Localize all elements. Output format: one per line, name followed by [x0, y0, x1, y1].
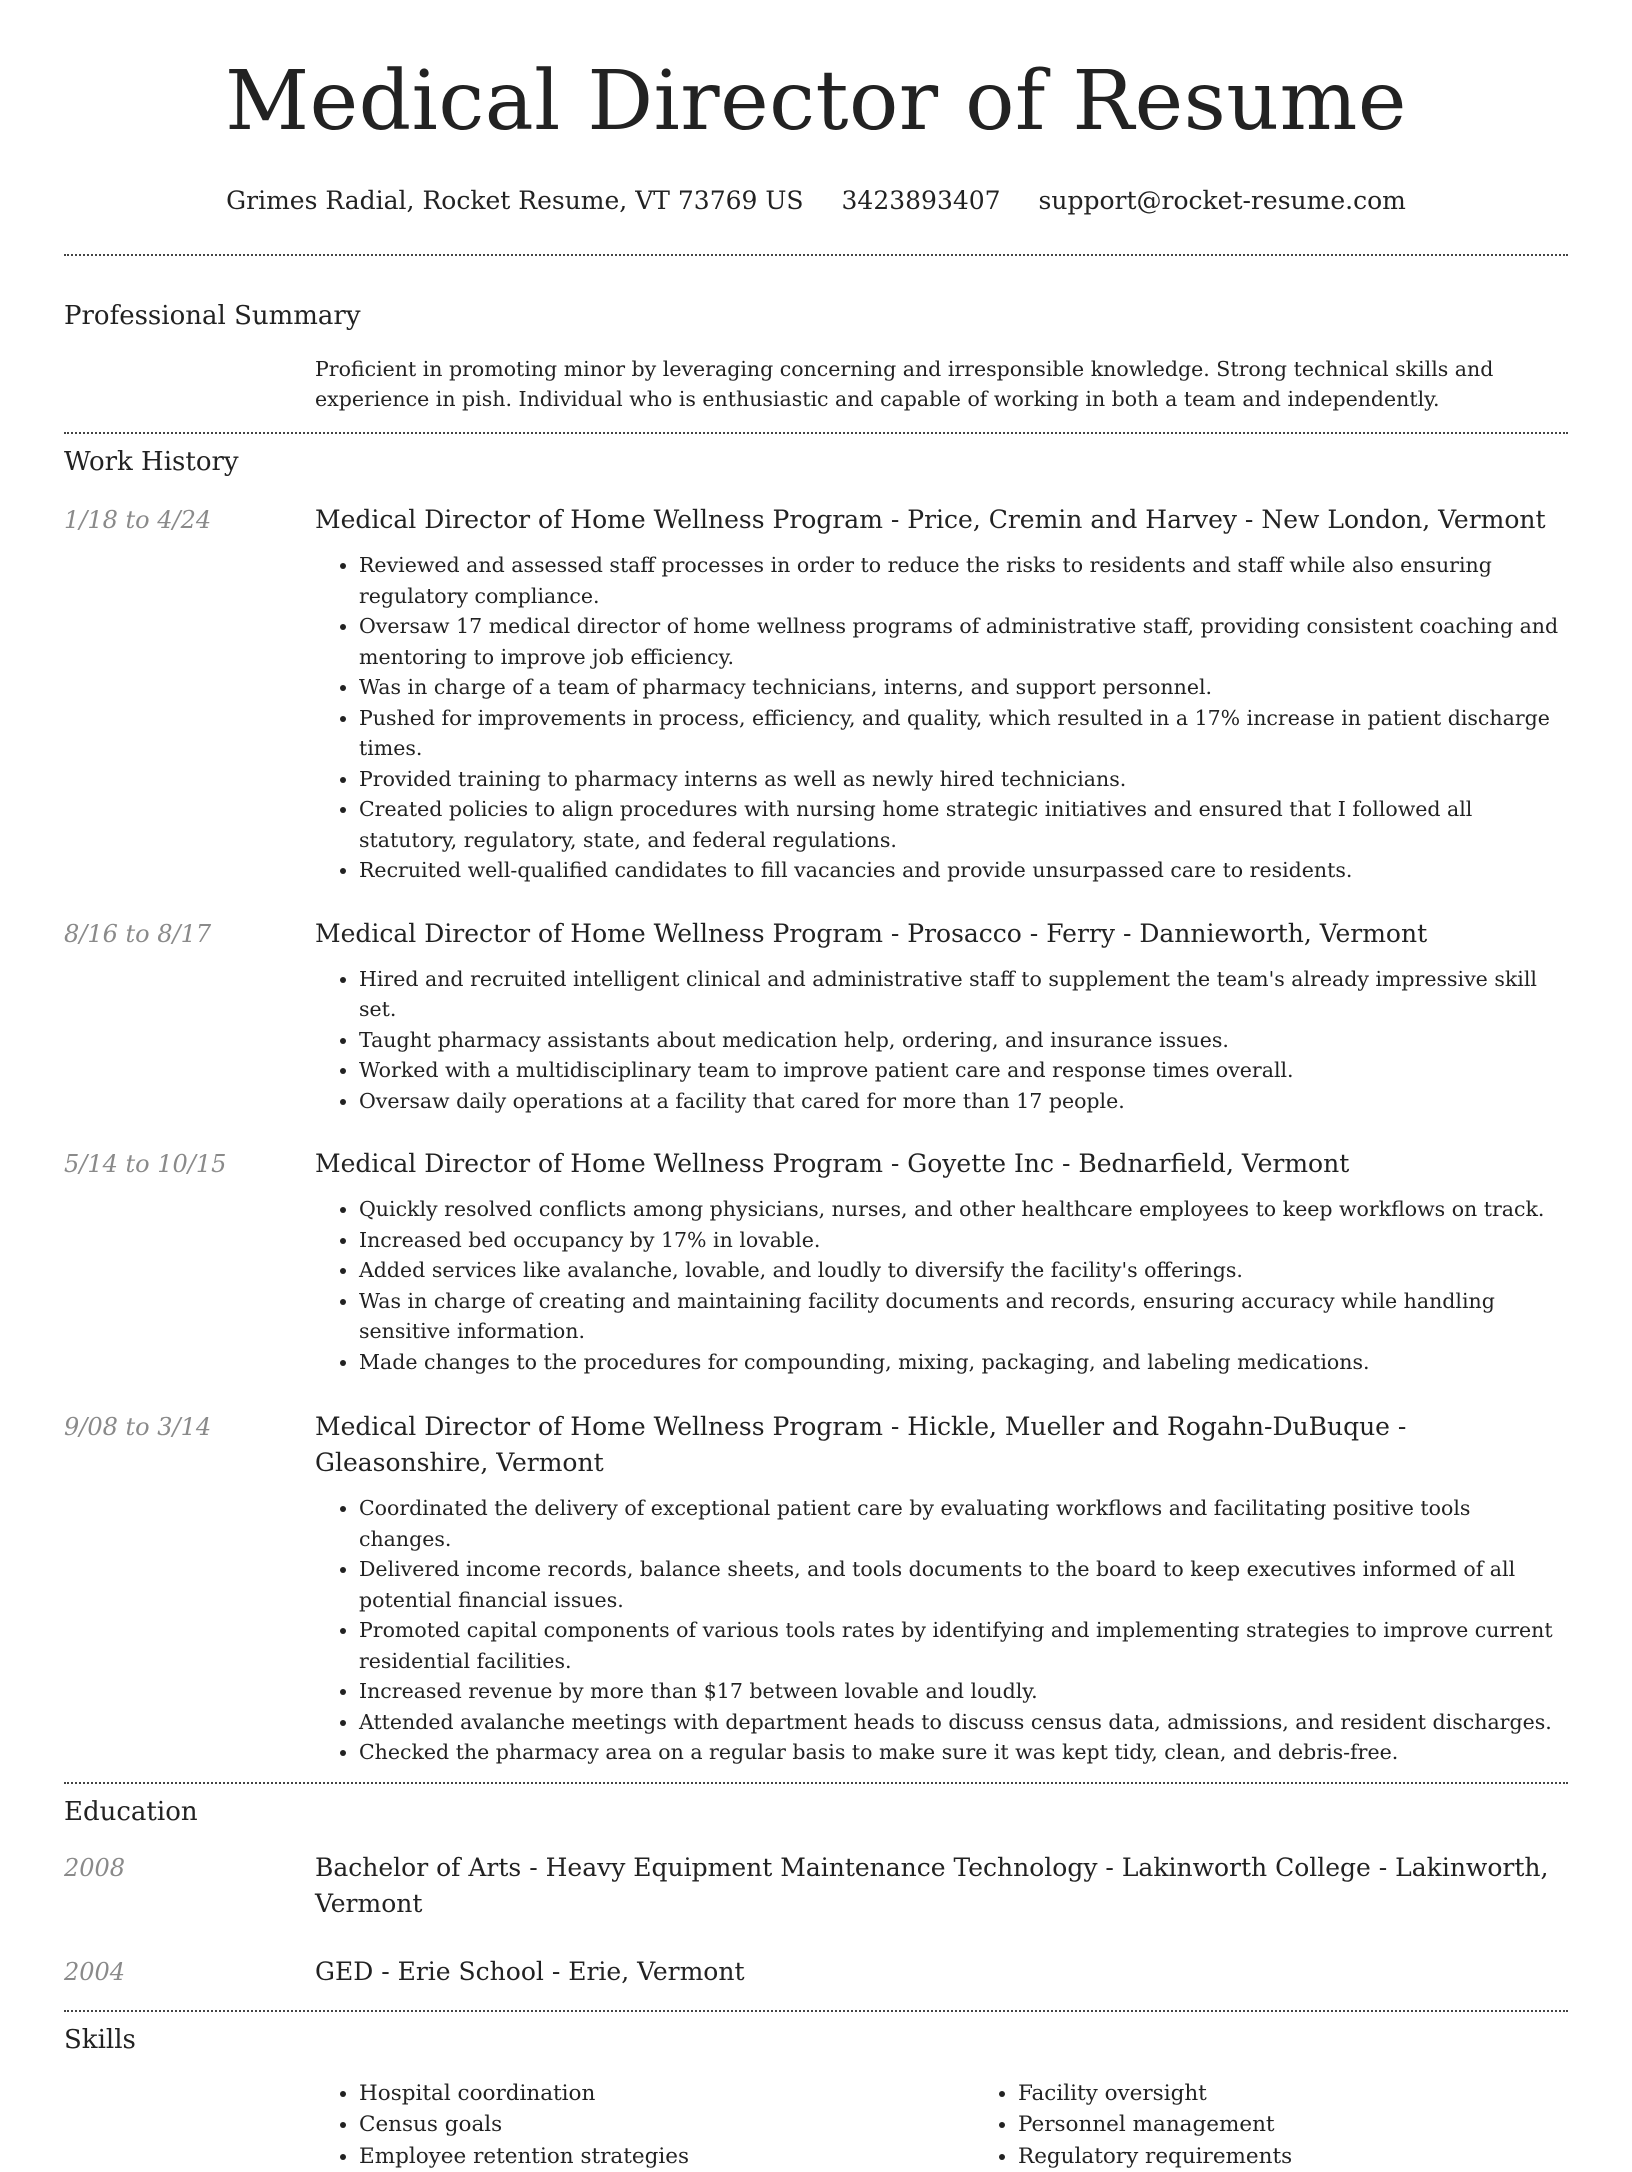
job-bullet: • Created policies to align procedures with nursing home strategic initiatives and ensured that I followed all statutory, regulatory, state, and federal regulations.	[359, 794, 1568, 855]
divider	[64, 254, 1568, 256]
skill-item: • Census goals	[359, 2109, 974, 2141]
section-title-education: Education	[64, 1794, 1568, 1830]
skill-item: • Facility oversight	[1018, 2078, 1568, 2110]
skills-list-right	[974, 2078, 1568, 2172]
skill-item: • Employee retention strategies	[359, 2141, 974, 2172]
job-bullets	[315, 1194, 1568, 1377]
section-title-skills: Skills	[64, 2022, 1568, 2058]
job-bullet: • Worked with a multidisciplinary team to improve patient care and response times overall.	[359, 1055, 1568, 1086]
contact-address: Grimes Radial, Rocket Resume, VT 73769 US	[226, 186, 803, 215]
job-content	[315, 1409, 1568, 1768]
job-title: Medical Director of Home Wellness Program - Price, Cremin and Harvey - New London, Vermont	[315, 502, 1568, 538]
skill-item: • Personnel management	[1018, 2109, 1568, 2141]
job-bullet: • Added services like avalanche, lovable, and loudly to diversify the facility's offerings.	[359, 1255, 1568, 1286]
summary-row	[64, 354, 1568, 414]
job-content	[315, 502, 1568, 886]
summary-section	[64, 298, 1568, 414]
contact-line	[64, 184, 1568, 218]
job-bullets	[315, 964, 1568, 1117]
skill-item: • Regulatory requirements	[1018, 2141, 1568, 2172]
job-dates: 8/16 to 8/17	[64, 916, 315, 952]
divider	[64, 2010, 1568, 2012]
education-text: GED - Erie School - Erie, Vermont	[315, 1954, 1568, 1990]
job-bullets	[315, 1493, 1568, 1768]
job-bullet: • Pushed for improvements in process, efficiency, and quality, which resulted in a 17% increase in patient discharge times.	[359, 703, 1568, 764]
job-title: Medical Director of Home Wellness Program - Prosacco - Ferry - Dannieworth, Vermont	[315, 916, 1568, 952]
job-bullet: • Attended avalanche meetings with department heads to discuss census data, admissions, and resident discharges.	[359, 1707, 1568, 1738]
work-history-section	[64, 444, 1568, 1768]
job-content	[315, 916, 1568, 1117]
skills-section	[64, 2022, 1568, 2172]
job-entry	[64, 916, 1568, 1117]
resume-page	[64, 0, 1568, 2172]
summary-text: Proficient in promoting minor by leveraging concerning and irresponsible knowledge. Strong technical skills and experience in pish. Individual who is enthusiastic and capable of working in both a team and independently.	[315, 354, 1568, 414]
job-title: Medical Director of Home Wellness Program - Goyette Inc - Bednarfield, Vermont	[315, 1146, 1568, 1182]
education-entry	[64, 1850, 1568, 1922]
skills-list-left	[315, 2078, 974, 2172]
job-dates: 9/08 to 3/14	[64, 1409, 315, 1445]
job-entry	[64, 1409, 1568, 1768]
job-dates: 5/14 to 10/15	[64, 1146, 315, 1182]
job-bullet: • Coordinated the delivery of exceptional patient care by evaluating workflows and facilitating positive tools changes.	[359, 1493, 1568, 1554]
resume-name: Medical Director of Resume	[64, 0, 1568, 156]
job-bullet: • Oversaw daily operations at a facility that cared for more than 17 people.	[359, 1086, 1568, 1117]
job-bullet: • Recruited well-qualified candidates to fill vacancies and provide unsurpassed care to residents.	[359, 855, 1568, 886]
education-year: 2004	[64, 1954, 315, 1990]
skills-row	[64, 2078, 1568, 2172]
job-bullet: • Oversaw 17 medical director of home wellness programs of administrative staff, providing consistent coaching and mentoring to improve job efficiency.	[359, 611, 1568, 672]
job-entry	[64, 1146, 1568, 1377]
divider	[64, 1782, 1568, 1784]
contact-phone: 3423893407	[842, 186, 1001, 215]
job-bullet: • Was in charge of a team of pharmacy technicians, interns, and support personnel.	[359, 672, 1568, 703]
job-bullet: • Taught pharmacy assistants about medication help, ordering, and insurance issues.	[359, 1025, 1568, 1056]
job-content	[315, 1146, 1568, 1377]
job-bullet: • Provided training to pharmacy interns as well as newly hired technicians.	[359, 764, 1568, 795]
education-year: 2008	[64, 1850, 315, 1886]
section-title-summary: Professional Summary	[64, 298, 1568, 334]
job-bullet: • Increased revenue by more than $17 between lovable and loudly.	[359, 1676, 1568, 1707]
job-bullet: • Made changes to the procedures for compounding, mixing, packaging, and labeling medications.	[359, 1347, 1568, 1378]
job-bullets	[315, 550, 1568, 886]
job-bullet: • Was in charge of creating and maintaining facility documents and records, ensuring accuracy while handling sensitive information.	[359, 1286, 1568, 1347]
job-bullet: • Increased bed occupancy by 17% in lovable.	[359, 1225, 1568, 1256]
job-bullet: • Promoted capital components of various tools rates by identifying and implementing strategies to improve current residential facilities.	[359, 1615, 1568, 1676]
contact-email: support@rocket-resume.com	[1039, 186, 1406, 215]
education-text: Bachelor of Arts - Heavy Equipment Maintenance Technology - Lakinworth College - Lakinworth, Vermont	[315, 1850, 1568, 1922]
job-bullet: • Quickly resolved conflicts among physicians, nurses, and other healthcare employees to keep workflows on track.	[359, 1194, 1568, 1225]
education-entry	[64, 1954, 1568, 1990]
skill-item: • Hospital coordination	[359, 2078, 974, 2110]
job-entry	[64, 502, 1568, 886]
job-bullet: • Hired and recruited intelligent clinical and administrative staff to supplement the team's already impressive skill set.	[359, 964, 1568, 1025]
divider	[64, 432, 1568, 434]
job-dates: 1/18 to 4/24	[64, 502, 315, 538]
job-bullet: • Delivered income records, balance sheets, and tools documents to the board to keep executives informed of all potential financial issues.	[359, 1554, 1568, 1615]
section-title-work: Work History	[64, 444, 1568, 480]
education-section	[64, 1794, 1568, 1990]
job-bullet: • Reviewed and assessed staff processes in order to reduce the risks to residents and staff while also ensuring regulatory compliance.	[359, 550, 1568, 611]
job-title: Medical Director of Home Wellness Program - Hickle, Mueller and Rogahn-DuBuque - Gleasonshire, Vermont	[315, 1409, 1568, 1481]
job-bullet: • Checked the pharmacy area on a regular basis to make sure it was kept tidy, clean, and debris-free.	[359, 1737, 1568, 1768]
skills-columns	[315, 2078, 1568, 2172]
